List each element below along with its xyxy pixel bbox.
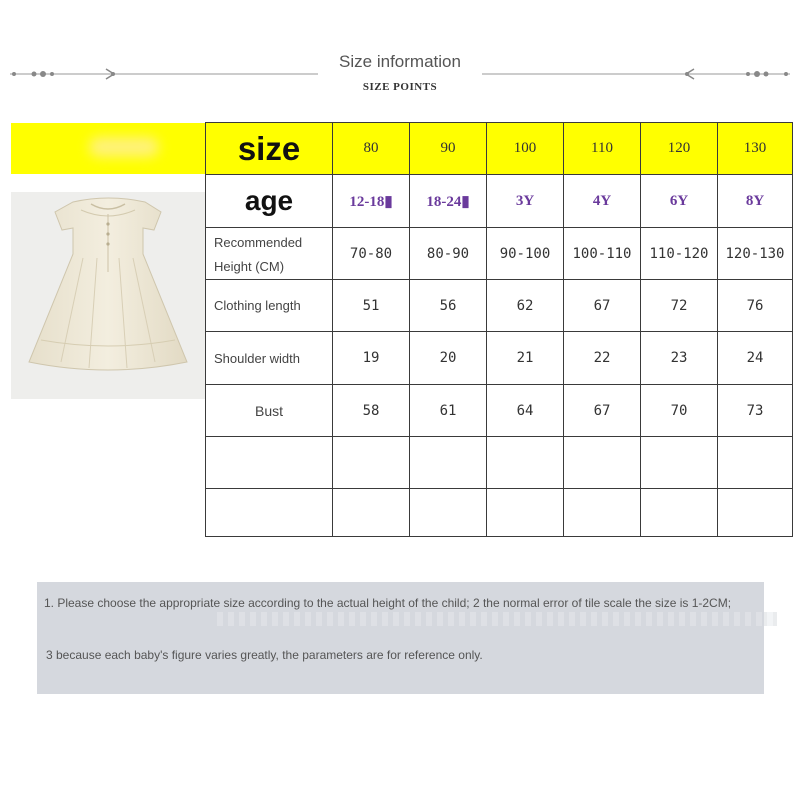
empty-cell — [641, 489, 718, 537]
empty-cell — [564, 437, 641, 489]
empty-cell — [410, 489, 487, 537]
table-cell: 21 — [487, 332, 564, 385]
empty-cell — [206, 489, 333, 537]
table-cell: 90-100 — [487, 228, 564, 280]
table-cell: 80-90 — [410, 228, 487, 280]
faint-background-text — [217, 612, 777, 626]
page-subtitle: SIZE POINTS — [362, 81, 438, 93]
size-cell: 110 — [564, 123, 641, 175]
header-band — [11, 123, 206, 174]
header — [0, 40, 800, 110]
table-cell: 67 — [564, 385, 641, 437]
table-cell: 22 — [564, 332, 641, 385]
empty-cell — [718, 489, 793, 537]
empty-cell — [487, 489, 564, 537]
table-row-shoulder-width — [206, 332, 793, 385]
size-chart-table — [205, 122, 793, 537]
table-cell: 120-130 — [718, 228, 793, 280]
age-cell: 3Y — [487, 175, 564, 228]
empty-cell — [641, 437, 718, 489]
table-cell: 19 — [333, 332, 410, 385]
table-cell: 72 — [641, 280, 718, 332]
row-label-clothing-length: Clothing length — [206, 280, 333, 332]
empty-cell — [718, 437, 793, 489]
size-label: size — [206, 123, 333, 175]
table-cell: 62 — [487, 280, 564, 332]
row-label-line: Height (CM) — [214, 258, 285, 274]
table-row-bust — [206, 385, 793, 437]
size-cell: 120 — [641, 123, 718, 175]
table-cell: 58 — [333, 385, 410, 437]
table-row-clothing-length — [206, 280, 793, 332]
age-cell: 8Y — [718, 175, 793, 228]
band-highlight — [89, 137, 159, 157]
age-row — [206, 175, 793, 228]
size-cell: 80 — [333, 123, 410, 175]
age-cell: 4Y — [564, 175, 641, 228]
table-cell: 70 — [641, 385, 718, 437]
size-cell: 130 — [718, 123, 793, 175]
size-cell: 90 — [410, 123, 487, 175]
age-cell: 12-18▮ — [333, 175, 410, 228]
empty-cell — [487, 437, 564, 489]
left-ornament-icon — [10, 66, 318, 82]
size-cell: 100 — [487, 123, 564, 175]
table-cell: 70-80 — [333, 228, 410, 280]
row-label-recommended-height — [206, 228, 333, 280]
size-row — [206, 123, 793, 175]
table-cell: 51 — [333, 280, 410, 332]
age-cell: 6Y — [641, 175, 718, 228]
dress-photo — [11, 192, 205, 399]
empty-cell — [333, 437, 410, 489]
page-title: Size information — [339, 52, 461, 71]
note-line-2: 3 because each baby's figure varies greatly, the parameters are for reference only. — [46, 648, 483, 662]
table-cell: 67 — [564, 280, 641, 332]
dress-icon — [11, 192, 205, 399]
right-ornament-icon — [482, 66, 790, 82]
table-cell: 100-110 — [564, 228, 641, 280]
table-row-height — [206, 228, 793, 280]
age-cell: 18-24▮ — [410, 175, 487, 228]
note-line-1: 1. Please choose the appropriate size according to the actual height of the child; 2 the normal error of tile scale the size is 1-2CM; — [44, 596, 732, 610]
table-cell: 64 — [487, 385, 564, 437]
row-label-bust: Bust — [206, 385, 333, 437]
empty-cell — [333, 489, 410, 537]
notes-box — [37, 582, 764, 694]
table-cell: 23 — [641, 332, 718, 385]
table-row-empty — [206, 437, 793, 489]
table-row-empty — [206, 489, 793, 537]
empty-cell — [410, 437, 487, 489]
table-cell: 24 — [718, 332, 793, 385]
row-label-line: Recommended — [214, 234, 303, 250]
row-label-shoulder-width: Shoulder width — [206, 332, 333, 385]
table-cell: 73 — [718, 385, 793, 437]
age-label: age — [206, 175, 333, 228]
table-cell: 61 — [410, 385, 487, 437]
table-cell: 56 — [410, 280, 487, 332]
table-cell: 76 — [718, 280, 793, 332]
table-cell: 20 — [410, 332, 487, 385]
empty-cell — [564, 489, 641, 537]
empty-cell — [206, 437, 333, 489]
table-cell: 110-120 — [641, 228, 718, 280]
